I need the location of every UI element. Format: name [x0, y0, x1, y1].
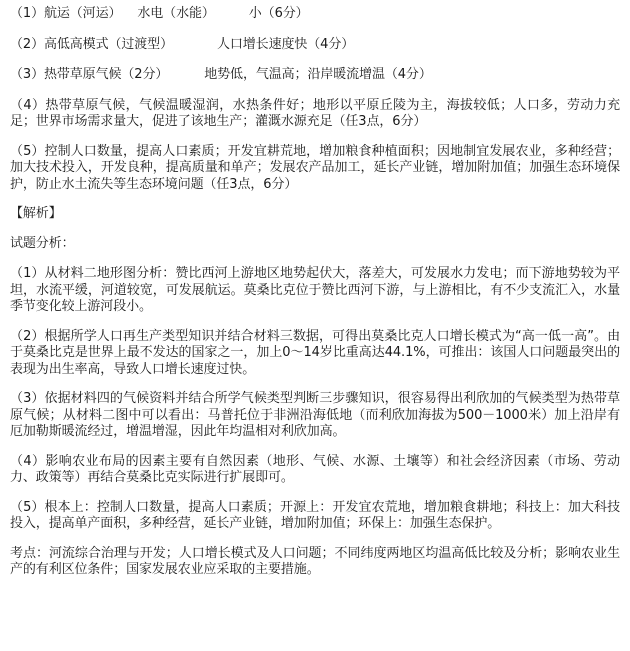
- analysis-item-1: （1）从材料二地形图分析：赞比西河上游地区地势起伏大，落差大，可发展水力发电；而下游地势较为平坦，水流平缓，河道较宽，可发展航运。莫桑比克位于赞比西河下游，与上游相比，有不少支流汇入，水量季节变化较上游河段小。: [10, 266, 620, 314]
- answer-1-part-3: 小（6分）: [248, 6, 309, 21]
- analysis-item-3: （3）依据材料四的气候资料并结合所学气候类型判断三步骤知识，很容易得出利欣加的气候类型为热带草原气候；从材料二图中可以看出：马普托位于非洲沿海低地（而利欣加海拔为500－1000米）加上沿岸有厄加勒斯暖流经过，增温增湿，因此年均温相对利欣加高。: [10, 391, 620, 439]
- analysis-intro: 试题分析：: [10, 235, 75, 251]
- answer-1-part-2: 水电（水能）: [137, 6, 215, 21]
- answer-3-part-1: （3）热带草原气候（2分）: [10, 67, 169, 82]
- answer-1-part-1: （1）航运（河运）: [10, 6, 122, 21]
- analysis-item-5: （5）根本上：控制人口数量，提高人口素质；开源上：开发宜农荒地，增加粮食耕地；科技上：加大科技投入，提高单产面积，多种经营，延长产业链，增加附加值；环保上：加强生态保护。: [10, 499, 620, 531]
- answer-3: [10, 67, 620, 84]
- answer-1: [10, 6, 620, 23]
- answer-5: （5）控制人口数量，提高人口素质；开发宜耕荒地，增加粮食种植面积；因地制宜发展农业，多种经营；加大技术投入，开发良种，提高质量和单产；发展农产品加工，延长产业链，增加附加值；加强生态环境保护，防止水土流失等生态环境问题（任3点，6分）: [10, 143, 620, 192]
- answer-3-part-2: 地势低，气温高；沿岸暖流增温（4分）: [204, 67, 432, 82]
- answer-2: [10, 37, 620, 54]
- answer-2-part-1: （2）高低高模式（过渡型）: [10, 36, 173, 52]
- analysis-item-4: （4）影响农业布局的因素主要有自然因素（地形、气候、水源、土壤等）和社会经济因素（市场、劳动力、政策等）再结合莫桑比克实际进行扩展即可。: [10, 453, 620, 485]
- answer-document: [10, 6, 620, 579]
- analysis-heading: 【解析】: [10, 206, 62, 221]
- answer-4: （4）热带草原气候，气候温暖湿润，水热条件好；地形以平原丘陵为主，海拔较低；人口多，劳动力充足；世界市场需求量大，促进了该地生产；灌溉水源充足（任3点，6分）: [10, 97, 620, 129]
- answer-2-part-2: 人口增长速度快（4分）: [216, 36, 355, 52]
- exam-points: 考点：河流综合治理与开发；人口增长模式及人口问题；不同纬度两地区均温高低比较及分析；影响农业生产的有利区位条件；国家发展农业应采取的主要措施。: [10, 545, 620, 577]
- analysis-item-2: （2）根据所学人口再生产类型知识并结合材料三数据，可得出莫桑比克人口增长模式为“高一低一高”。由于莫桑比克是世界上最不发达的国家之一，加上0～14岁比重高达44.1%，可推出：该国人口问题最突出的表现为出生率高，导致人口增长速度过快。: [10, 328, 620, 377]
